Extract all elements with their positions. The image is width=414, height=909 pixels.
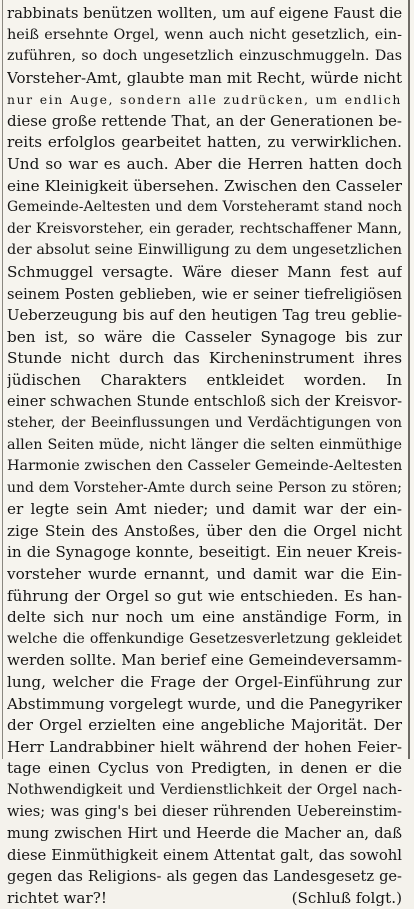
- text-line: wies; was ging's bei dieser rührenden Uebereinstim-: [7, 803, 402, 821]
- final-line: [7, 888, 402, 909]
- text-line: zige Stein des Anstoßes, über den die Orgel nicht: [7, 521, 402, 540]
- text-line: werden sollte. Man berief eine Gemeindeversamm-: [7, 651, 402, 670]
- text-line: reits erfolglos gearbeitet hatten, zu verwirklichen.: [7, 133, 402, 152]
- text-line: zuführen, so doch ungesetzlich einzuschmuggeln. Das: [7, 48, 402, 65]
- continuation-note: (Schluß folgt.): [291, 888, 402, 907]
- text-line: Stunde nicht durch das Kircheninstrument ihres: [7, 349, 402, 368]
- text-line: gegen das Religions- als gegen das Landesgesetz ge-: [7, 868, 402, 886]
- text-line: in die Synagoge konnte, beseitigt. Ein neuer Kreis-: [7, 543, 402, 562]
- text-line: lung, welcher die Frage der Orgel-Einführung zur: [7, 672, 402, 691]
- column-rule-left: [2, 0, 3, 759]
- text-line: diese große rettende That, an der Generationen be-: [7, 111, 402, 130]
- text-line: Herr Landrabbiner hielt während der hohen Feier-: [7, 737, 402, 756]
- text-line: welche die offenkundige Gesetzesverletzung gekleidet: [7, 630, 402, 647]
- text-line: jüdischen Charakters entkleidet worden. In: [7, 370, 402, 389]
- text-line: der absolut seine Einwilligung zu dem ungesetzlichen: [7, 242, 402, 259]
- text-line: einer schwachen Stunde entschloß sich der Kreisvor-: [7, 393, 402, 411]
- text-line: der Kreisvorsteher, ein gerader, rechtschaffener Mann,: [7, 220, 402, 237]
- text-line: und dem Vorsteher-Amte durch seine Person zu stören;: [7, 479, 402, 496]
- text-line: allen Seiten müde, nicht länger die selten einmüthige: [7, 436, 402, 453]
- text-line: heiß ersehnte Orgel, wenn auch nicht gesetzlich, ein-: [7, 26, 402, 43]
- text-line: Abstimmung vorgelegt wurde, und die Panegyriker: [7, 694, 402, 713]
- text-line: steher, der Beeinflussungen und Verdächtigungen von: [7, 414, 402, 431]
- text-line: seinem Posten geblieben, wie er seiner tiefreligiösen: [7, 285, 402, 303]
- text-line: diese Einmüthigkeit einem Attentat galt, das sowohl: [7, 846, 402, 864]
- text-line: mung zwischen Hirt und Heerde die Macher an, daß: [7, 824, 402, 842]
- text-line: Und so war es auch. Aber die Herren hatten doch: [7, 155, 402, 174]
- text-line: Nothwendigkeit und Verdienstlichkeit der Orgel nach-: [7, 781, 402, 798]
- text-column: [7, 3, 402, 909]
- text-line: der Orgel erzielten eine angebliche Majorität. Der: [7, 716, 402, 735]
- text-line: rabbinats benützen wollten, um auf eigene Faust die: [7, 5, 402, 22]
- text-line: er legte sein Amt nieder; und damit war der ein-: [7, 500, 402, 519]
- text-line: Harmonie zwischen den Casseler Gemeinde-Aeltesten: [7, 458, 402, 475]
- text-line: Vorsteher-Amt, glaubte man mit Recht, würde nicht: [7, 68, 402, 87]
- text-line: tage einen Cyclus von Predigten, in denen er die: [7, 759, 402, 778]
- text-line: Gemeinde-Aeltesten und dem Vorsteheramt stand noch: [7, 199, 402, 216]
- text-line: nur ein Auge, sondern alle zudrücken, um endlich: [7, 92, 402, 108]
- text-line: richtet war?!: [7, 888, 107, 907]
- text-line: führung der Orgel so gut wie entschieden. Es han-: [7, 586, 402, 605]
- column-rule-right: [408, 0, 410, 759]
- text-line: Ueberzeugung bis auf den heutigen Tag treu geblie-: [7, 307, 402, 325]
- text-line: ben ist, so wäre die Casseler Synagoge bis zur: [7, 327, 402, 346]
- text-line: vorsteher wurde ernannt, und damit war die Ein-: [7, 565, 402, 584]
- text-line: delte sich nur noch um eine anständige Form, in: [7, 608, 402, 627]
- text-line: eine Kleinigkeit übersehen. Zwischen den Casseler: [7, 176, 402, 195]
- text-line: Schmuggel versagte. Wäre dieser Mann fest auf: [7, 262, 402, 281]
